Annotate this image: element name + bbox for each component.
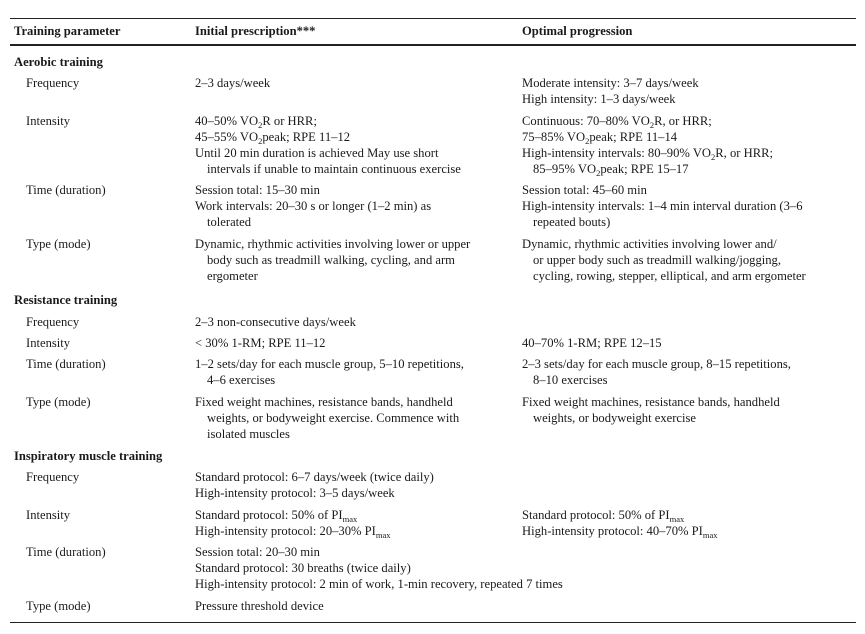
cell-text: 2–3 days/week [195, 76, 271, 90]
cell-text: ergometer [207, 269, 258, 283]
row-label: Intensity [26, 336, 71, 350]
cell-text: Dynamic, rhythmic activities involving lower or upper [195, 237, 471, 251]
cell-text: Until 20 min duration is achieved May use short [195, 146, 439, 160]
cell-text: weights, or bodyweight exercise [533, 411, 696, 425]
row-label: Intensity [26, 114, 71, 128]
cell-text: 85–95% $VO_2peak$; RPE 15–17 [533, 162, 689, 178]
cell-text: High-intensity protocol: 40–70% $PI_{max}$ [522, 524, 718, 540]
cell-text: Fixed weight machines, resistance bands, handheld [195, 395, 453, 409]
cell-text: Session total: 45–60 min [522, 183, 647, 197]
row-label: Frequency [26, 315, 80, 329]
cell-text: High-intensity intervals: 1–4 min interval duration (3–6 [522, 199, 803, 213]
cell-text: Moderate intensity: 3–7 days/week [522, 76, 699, 90]
cell-text: Pressure threshold device [195, 599, 324, 613]
cell-text: Dynamic, rhythmic activities involving lower and/ [522, 237, 777, 251]
cell-text: 40–70% 1-RM; RPE 12–15 [522, 336, 662, 350]
row-label: Type (mode) [26, 395, 91, 409]
cell-text: Continuous: 70–80% $VO_2R$, or HRR; [522, 114, 712, 130]
row-label: Time (duration) [26, 545, 106, 559]
cell-text: High intensity: 1–3 days/week [522, 92, 676, 106]
cell-text: Session total: 15–30 min [195, 183, 320, 197]
cell-text: High-intensity intervals: 80–90% $VO_2R$, or HRR; [522, 146, 774, 162]
cell-text: intervals if unable to maintain continuous exercise [207, 162, 461, 176]
cell-text: or upper body such as treadmill walking/jogging, [533, 253, 781, 267]
row-label: Type (mode) [26, 599, 91, 613]
cell-text: 1–2 sets/day for each muscle group, 5–10 repetitions, [195, 357, 464, 371]
table-top-rule [10, 18, 856, 19]
section-title-aerobic: Aerobic training [14, 55, 103, 69]
cell-text: Standard protocol: 50% of $PI_{max}$ [195, 508, 358, 524]
table-bottom-rule [10, 622, 856, 623]
cell-text: Standard protocol: 50% of $PI_{max}$ [522, 508, 685, 524]
header-initial-prescription: Initial prescription*** [195, 24, 316, 38]
section-title-inspiratory: Inspiratory muscle training [14, 449, 163, 463]
cell-text: Standard protocol: 6–7 days/week (twice daily) [195, 470, 434, 484]
cell-text: isolated muscles [207, 427, 290, 441]
cell-text: body such as treadmill walking, cycling, and arm [207, 253, 455, 267]
section-title-resistance: Resistance training [14, 293, 118, 307]
cell-text: 45–55% $VO_2peak$; RPE 11–12 [195, 130, 351, 146]
row-label: Type (mode) [26, 237, 91, 251]
row-label: Frequency [26, 470, 80, 484]
cell-text: 4–6 exercises [207, 373, 276, 387]
cell-text: cycling, rowing, stepper, elliptical, and arm ergometer [533, 269, 806, 283]
cell-text: weights, or bodyweight exercise. Commence with [207, 411, 460, 425]
cell-text: Work intervals: 20–30 s or longer (1–2 min) as [195, 199, 432, 213]
cell-text: 2–3 non-consecutive days/week [195, 315, 356, 329]
cell-text: Fixed weight machines, resistance bands, handheld [522, 395, 780, 409]
row-label: Time (duration) [26, 183, 106, 197]
cell-text: 75–85% $VO_2peak$; RPE 11–14 [522, 130, 678, 146]
cell-text: Session total: 20–30 min [195, 545, 320, 559]
cell-text: 8–10 exercises [533, 373, 608, 387]
row-label: Frequency [26, 76, 80, 90]
cell-text: 2–3 sets/day for each muscle group, 8–15 repetitions, [522, 357, 791, 371]
cell-text: 40–50% $VO_2R$ or HRR; [195, 114, 317, 130]
row-label: Time (duration) [26, 357, 106, 371]
cell-text: High-intensity protocol: 3–5 days/week [195, 486, 395, 500]
cell-text: repeated bouts) [533, 215, 611, 229]
cell-text: High-intensity protocol: 20–30% $PI_{max}$ [195, 524, 391, 540]
cell-text: High-intensity protocol: 2 min of work, 1-min recovery, repeated 7 times [195, 577, 563, 591]
header-optimal-progression: Optimal progression [522, 24, 633, 38]
cell-text: < 30% 1-RM; RPE 11–12 [195, 336, 326, 350]
cell-text: tolerated [207, 215, 252, 229]
table-header-rule [10, 44, 856, 46]
header-training-parameter: Training parameter [14, 24, 121, 38]
cell-text: Standard protocol: 30 breaths (twice daily) [195, 561, 411, 575]
row-label: Intensity [26, 508, 71, 522]
